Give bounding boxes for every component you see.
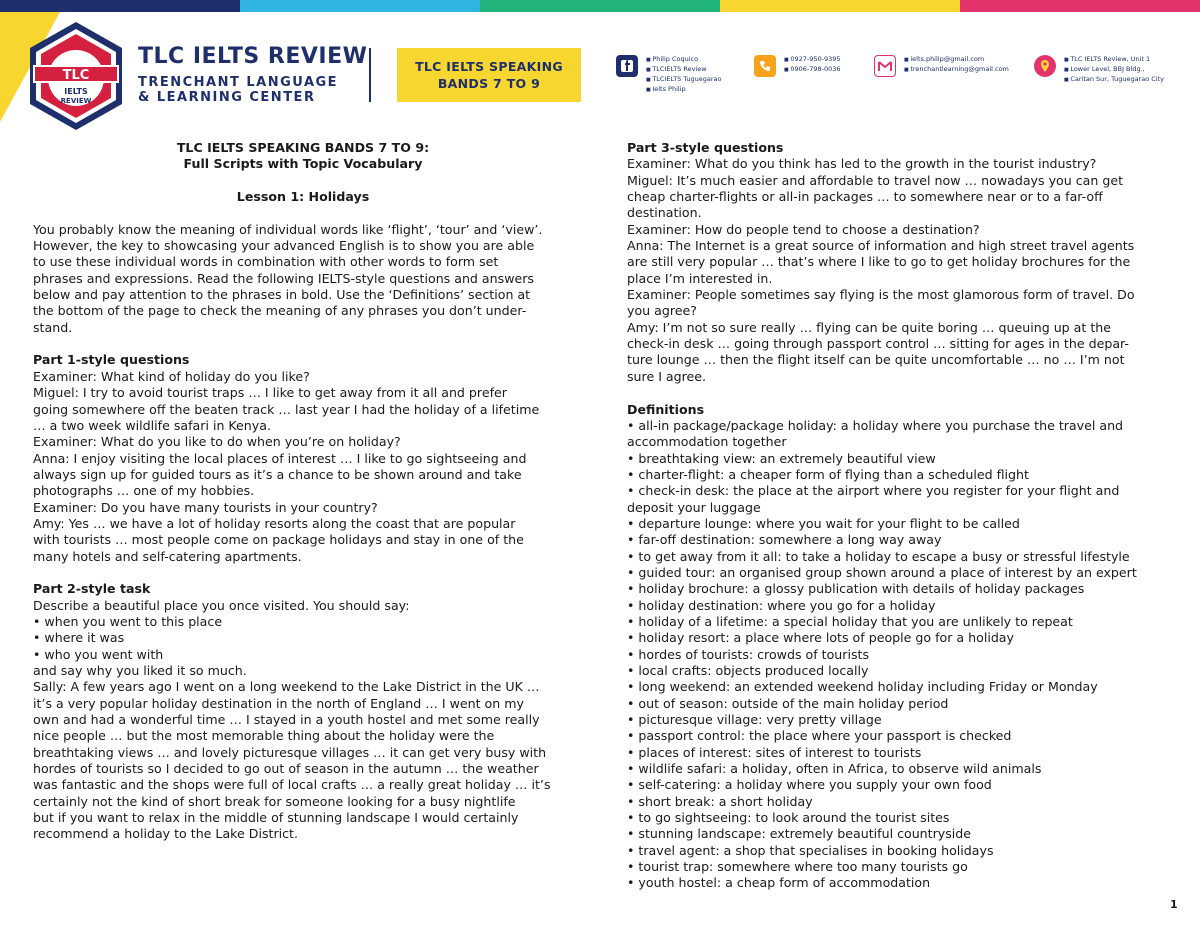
text-line: Describe a beautiful place you once visited. You should say: — [33, 597, 410, 613]
definition-item: • stunning landscape: extremely beautiful countryside — [627, 826, 972, 842]
definition-item: • breathtaking view: an extremely beautiful view — [627, 450, 936, 466]
definition-item: • to get away from it all: to take a holiday to escape a busy or stressful lifestyle — [627, 548, 1130, 564]
contact-item: ■ Philip Coquico — [646, 55, 721, 65]
text-line: you agree? — [627, 303, 697, 319]
text-line: and say why you liked it so much. — [33, 663, 247, 678]
text-line: stand. — [33, 319, 73, 335]
contact-item: ■ TLCIELTS Review — [646, 65, 721, 75]
page-number: 1 — [1170, 898, 1178, 911]
definition-item: • tourist trap: somewhere where too many tourists go — [627, 859, 968, 875]
definition-item: • long weekend: an extended weekend holiday including Friday or Monday — [627, 679, 1098, 695]
contact-item: ■ Lower Level, BBJ Bldg., — [1064, 65, 1164, 75]
text-line: However, the key to showcasing your advanced English is to show you are able — [33, 238, 535, 254]
definition-item: • out of season: outside of the main holiday period — [627, 695, 949, 711]
definition-item: • local crafts: objects produced locally — [627, 663, 869, 678]
location-pin-icon — [1034, 55, 1056, 77]
facebook-icon — [616, 55, 638, 77]
contact-item: ■ 0906-798-0036 — [784, 65, 841, 75]
stripe-segment — [480, 0, 720, 12]
right-column — [627, 140, 1177, 892]
definition-item: • self-catering: a holiday where you supply your own food — [627, 777, 992, 793]
text-line: • who you went with — [33, 646, 164, 662]
contact-email — [874, 55, 1009, 77]
top-color-stripe — [0, 0, 1200, 12]
badge-review-text: REVIEW — [60, 97, 92, 105]
document-subtitle: Full Scripts with Topic Vocabulary — [183, 156, 423, 172]
contact-facebook — [616, 55, 721, 95]
phone-icon — [754, 55, 776, 77]
definition-item: • youth hostel: a cheap form of accommodation — [627, 875, 931, 891]
brand-block — [138, 44, 367, 105]
intro-paragraph — [33, 222, 573, 336]
stripe-segment — [240, 0, 480, 12]
badge-tlc-text: TLC — [62, 68, 90, 83]
part1-section — [33, 369, 573, 565]
part3-heading: Part 3-style questions — [627, 140, 784, 155]
part3-section — [627, 156, 1177, 385]
definition-item: • holiday destination: where you go for a holiday — [627, 597, 936, 613]
text-line: hordes of tourists so I decided to go out of season in the autumn … the weather — [33, 761, 539, 777]
text-line: Miguel: I try to avoid tourist traps … I like to get away from it all and prefer — [33, 385, 507, 401]
text-line: Miguel: It’s much easier and affordable to travel now … nowadays you can get — [627, 172, 1124, 188]
definition-item: • passport control: the place where your passport is checked — [627, 728, 1012, 744]
contact-address — [1034, 55, 1164, 85]
stripe-segment — [720, 0, 960, 12]
mail-icon — [874, 55, 896, 77]
tlc-logo-badge — [26, 20, 126, 132]
definition-item: • picturesque village: very pretty village — [627, 712, 882, 728]
definition-item: • far-off destination: somewhere a long way away — [627, 532, 942, 548]
definition-item: • guided tour: an organised group shown around a place of interest by an expert — [627, 564, 1137, 580]
definition-item: • to go sightseeing: to look around the tourist sites — [627, 810, 950, 826]
definition-item: • short break: a short holiday — [627, 793, 813, 809]
definition-item: • charter-flight: a cheaper form of flying than a scheduled flight — [627, 466, 1029, 482]
text-line: with tourists … most people come on package holidays and stay in one of the — [33, 532, 524, 548]
text-line: certainly not the kind of short break for someone looking for a busy nightlife — [33, 793, 516, 809]
brand-subtitle-line1: TRENCHANT LANGUAGE — [138, 75, 339, 90]
text-line: Examiner: What do you think has led to the growth in the tourist industry? — [627, 156, 1097, 172]
text-line: but if you want to relax in the middle of stunning landscape I would certainly — [33, 810, 519, 826]
text-line: many hotels and self-catering apartments. — [33, 548, 302, 564]
contact-item: ■ Caritan Sur, Tuguegarao City — [1064, 75, 1164, 85]
text-line: photographs … one of my hobbies. — [33, 483, 255, 499]
definition-item: deposit your luggage — [627, 499, 761, 515]
definitions-heading: Definitions — [627, 401, 705, 417]
contact-item: ■ TLCIELTS Tuguegarao — [646, 75, 721, 85]
text-line: Examiner: What kind of holiday do you like? — [33, 368, 310, 384]
contact-item: ■ ielts.philip@gmail.com — [904, 55, 1009, 65]
text-line: Examiner: How do people tend to choose a destination? — [627, 221, 980, 237]
text-line: to use these individual words in combination with other words to form set — [33, 254, 499, 270]
contact-phone — [754, 55, 841, 77]
text-line: • where it was — [33, 630, 125, 646]
bands-badge — [397, 48, 581, 102]
text-line: own and had a wonderful time … I stayed in a youth hostel and met some really — [33, 712, 540, 728]
text-line: it’s a very popular holiday destination in the north of England … I went on my — [33, 695, 524, 711]
text-line: • when you went to this place — [33, 613, 223, 629]
definition-item: • travel agent: a shop that specialises in booking holidays — [627, 842, 994, 858]
document-title: TLC IELTS SPEAKING BANDS 7 TO 9: — [176, 140, 430, 155]
definition-item: • holiday resort: a place where lots of people go for a holiday — [627, 630, 1014, 646]
text-line: was fantastic and the shops were full of local crafts … a really great holiday … it’s — [33, 777, 551, 793]
text-line: phrases and expressions. Read the following IELTS-style questions and answers — [33, 270, 534, 286]
text-line: check-in desk … going through passport control … sitting for ages in the depar- — [627, 336, 1129, 352]
text-line: Amy: Yes … we have a lot of holiday resorts along the coast that are popular — [33, 515, 516, 531]
contact-item: ■ trenchantlearning@gmail.com — [904, 65, 1009, 75]
definition-item: • check-in desk: the place at the airport where you register for your flight and — [627, 483, 1120, 499]
brand-subtitle-line2: & LEARNING CENTER — [138, 90, 316, 105]
definition-item: • wildlife safari: a holiday, often in Africa, to observe wild animals — [627, 761, 1042, 777]
text-line: nice people … but the most memorable thing about the holiday were the — [33, 728, 495, 744]
bands-badge-text: TLC IELTS SPEAKING BANDS 7 TO 9 — [415, 59, 563, 91]
brand-title: TLC IELTS REVIEW — [138, 44, 368, 69]
badge-ielts-text: IELTS — [64, 87, 88, 96]
text-line: Amy: I’m not so sure really … flying can be quite boring … queuing up at the — [627, 319, 1112, 335]
text-line: Anna: The Internet is a great source of information and high street travel agents — [627, 238, 1135, 254]
left-column — [33, 140, 573, 843]
text-line: cheap charter-flights or all-in packages … to somewhere near or to a far-off — [627, 189, 1103, 205]
definition-item: accommodation together — [627, 434, 787, 450]
text-line: Examiner: People sometimes say flying is the most glamorous form of travel. Do — [627, 287, 1135, 303]
text-line: Examiner: What do you like to do when you’re on holiday? — [33, 434, 401, 450]
header-divider — [369, 48, 371, 102]
text-line: place I’m interested in. — [627, 270, 773, 286]
text-line: Sally: A few years ago I went on a long weekend to the Lake District in the UK … — [33, 679, 540, 695]
text-line: destination. — [627, 205, 702, 221]
part2-section — [33, 598, 573, 843]
definition-item: • hordes of tourists: crowds of tourists — [627, 646, 870, 662]
text-line: recommend a holiday to the Lake District. — [33, 826, 298, 842]
text-line: always sign up for guided tours as it’s a chance to be shown around and take — [33, 466, 522, 482]
part1-heading: Part 1-style questions — [33, 352, 190, 368]
lesson-title: Lesson 1: Holidays — [236, 189, 370, 205]
text-line: below and pay attention to the phrases in bold. Use the ‘Definitions’ section at — [33, 287, 531, 303]
contact-item: ■ 0927-950-9395 — [784, 55, 841, 65]
text-line: sure I agree. — [627, 368, 707, 384]
stripe-segment — [0, 0, 240, 12]
definition-item: • places of interest: sites of interest to tourists — [627, 744, 922, 760]
text-line: going somewhere off the beaten track … last year I had the holiday of a lifetime — [33, 401, 540, 417]
stripe-segment — [960, 0, 1200, 12]
text-line: the bottom of the page to check the meaning of any phrases you don’t under- — [33, 303, 527, 319]
definitions-list — [627, 418, 1177, 892]
text-line: are still very popular … that’s where I like to go to get holiday brochures for the — [627, 254, 1131, 270]
definition-item: • departure lounge: where you wait for your flight to be called — [627, 515, 1020, 531]
definition-item: • all-in package/package holiday: a holiday where you purchase the travel and — [627, 417, 1124, 433]
definition-item: • holiday of a lifetime: a special holiday that you are unlikely to repeat — [627, 613, 1073, 629]
text-line: Examiner: Do you have many tourists in your country? — [33, 499, 378, 515]
contact-item: ■ TLC IELTS Review, Unit 1 — [1064, 55, 1164, 65]
part2-heading: Part 2-style task — [33, 581, 151, 597]
text-line: Anna: I enjoy visiting the local places of interest … I like to go sightseeing and — [33, 450, 527, 466]
text-line: ture lounge … then the flight itself can be quite uncomfortable … no … I’m not — [627, 352, 1125, 368]
text-line: You probably know the meaning of individual words like ‘flight’, ‘tour’ and ‘view’. — [33, 221, 543, 237]
text-line: breathtaking views … and lovely picturesque villages … it can get very busy with — [33, 744, 547, 760]
contact-item: ■ Ielts Philip — [646, 85, 721, 95]
definition-item: • holiday brochure: a glossy publication with details of holiday packages — [627, 581, 1085, 597]
text-line: … a two week wildlife safari in Kenya. — [33, 417, 271, 433]
